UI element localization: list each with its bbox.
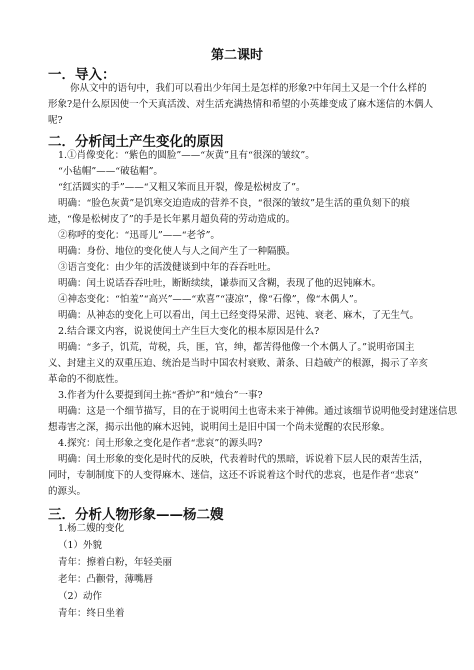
paragraph-line: 2.结合课文内容，说说使闰土产生巨大变化的根本原因是什么?	[58, 326, 320, 337]
paragraph-line: 1.①肖像变化：“紫色的圆脸”——“灰黄”且有“很深的皱纹”。	[58, 150, 315, 161]
paragraph-line: ④神态变化：“怕羞”“高兴”——“欢喜”“凄凉”，像“石像”，像“木偶人”。	[58, 294, 364, 305]
section-heading-causes: 二．分析闰土产生变化的原因	[48, 134, 224, 150]
paragraph-line: 明确：“多子，饥荒，苛税，兵，匪，官，绅，都苦得他像一个木偶人了。”说明帝国主	[58, 342, 415, 353]
paragraph-line: 你从文中的语句中，我们可以看出少年闰土是怎样的形象?中年闰土又是一个什么样的	[70, 83, 427, 94]
paragraph-line: 明确：这是一个细节描写，目的在于说明闰土也寄未来于神佛。通过该细节说明他受封建迷信思	[58, 406, 458, 417]
section-heading-intro: 一．导入：	[48, 67, 116, 83]
paragraph-line: 明确：闰土形象的变化是时代的反映，代表着时代的黑暗，诉说着下层人民的艰苦生活，	[58, 454, 429, 465]
lesson-title: 第二课时	[210, 48, 263, 63]
paragraph-line: 4.探究：闰土形象之变化是作者“悲哀”的源头吗?	[58, 438, 263, 449]
paragraph-line: 想毒害之深，揭示出他的麻木迟钝，说明闰土是旧中国一个尚未觉醒的农民形象。	[48, 422, 391, 433]
paragraph-line: 迹，“像是松树皮了”的手是长年累月超负荷的劳动造成的。	[48, 214, 296, 225]
paragraph-line: 1.杨二嫂的变化	[58, 523, 125, 534]
paragraph-line: ③语言变化：由少年的活泼健谈到中年的吞吞吐吐。	[58, 262, 277, 273]
paragraph-line: “小毡帽”——“破毡帽”。	[58, 166, 163, 177]
paragraph-line: 的源头。	[48, 486, 87, 497]
section-heading-yang-ersao: 三．分析人物形象——杨二嫂	[48, 507, 224, 523]
paragraph-line: 同时，专制制度下的人变得麻木、迷信，这还不诉说着这个时代的悲哀，也是作者“悲哀”	[48, 470, 419, 481]
paragraph-line: 青年：终日坐着	[58, 608, 125, 619]
paragraph-line: （1）外貌	[58, 540, 103, 551]
paragraph-line: 明确：闰土说话吞吞吐吐，断断续续，谦恭而又含糊，表现了他的迟钝麻木。	[58, 278, 382, 289]
paragraph-line: ②称呼的变化：“迅哥儿”——“老爷”。	[58, 230, 220, 241]
paragraph-line: 明确：“脸色灰黄”是饥寒交迫造成的营养不良，“很深的皱纹”是生活的重负刻下的痕	[58, 198, 410, 209]
paragraph-line: 呢?	[48, 115, 63, 126]
paragraph-line: （2）动作	[58, 591, 103, 602]
paragraph-line: “红活圆实的手”——“又粗又笨而且开裂，像是松树皮了”。	[58, 182, 306, 193]
paragraph-line: 形象?是什么原因使一个天真活泼、对生活充满热情和希望的小英雄变成了麻木迷信的木偶人	[48, 99, 434, 110]
paragraph-line: 3.作者为什么要提到闰土拣“香炉”和“烛台”一事?	[58, 390, 263, 401]
paragraph-line: 明确：从神态的变化上可以看出，闰土已经变得呆滞、迟钝、衰老、麻木，了无生气。	[58, 310, 420, 321]
paragraph-line: 明确：身份、地位的变化使人与人之间产生了一种隔膜。	[58, 246, 296, 257]
paragraph-line: 义、封建主义的双重压迫、统治是当时中国农村衰败、萧条、日趋破产的根源，揭示了辛亥	[48, 358, 429, 369]
paragraph-line: 革命的不彻底性。	[48, 374, 125, 385]
paragraph-line: 老年：凸颧骨，薄嘴唇	[58, 574, 154, 585]
paragraph-line: 青年：擦着白粉，年轻美丽	[58, 557, 173, 568]
